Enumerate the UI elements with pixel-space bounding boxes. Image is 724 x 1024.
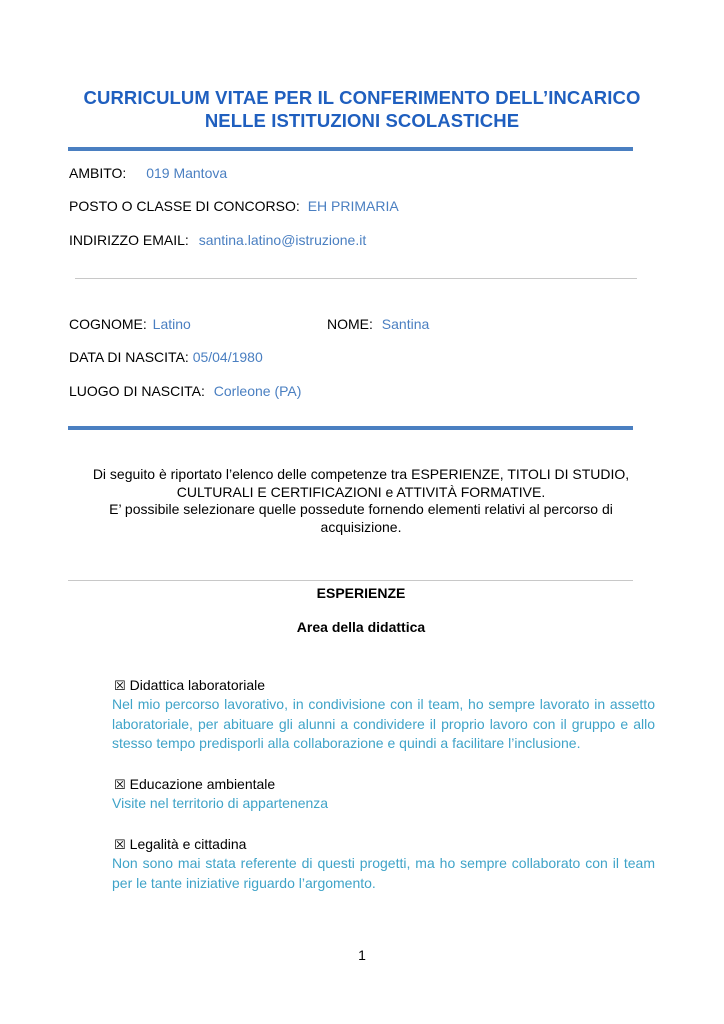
divider-thin-1	[75, 278, 637, 279]
checkbox-item-didattica[interactable]	[114, 677, 265, 695]
luogo-nascita-value: Corleone (PA)	[213, 383, 302, 399]
posto-label: POSTO O CLASSE DI CONCORSO:	[69, 198, 300, 214]
page-number: 1	[358, 947, 366, 963]
item-description-educazione: Visite nel territorio di appartenenza	[112, 795, 329, 811]
intro-line-1: Di seguito è riportato l’elenco delle competenze tra ESPERIENZE, TITOLI DI STUDIO,	[92, 466, 630, 482]
ambito-row	[69, 165, 227, 182]
checkbox-item-legalita[interactable]	[114, 836, 246, 854]
checked-box-icon[interactable]: ☒	[114, 778, 126, 793]
document-title	[40, 86, 684, 132]
checkbox-label: Legalità e cittadina	[129, 836, 247, 852]
header-divider	[68, 147, 633, 151]
nome-value: Santina	[381, 316, 430, 332]
checkbox-label: Educazione ambientale	[129, 776, 276, 792]
section-title: ESPERIENZE	[316, 585, 406, 601]
nome-row	[327, 316, 429, 333]
personal-info-divider	[68, 426, 633, 430]
intro-line-2: CULTURALI E CERTIFICAZIONI e ATTIVITÀ FORMATIVE.	[176, 483, 546, 500]
posto-value: EH PRIMARIA	[307, 198, 399, 214]
email-label: INDIRIZZO EMAIL:	[69, 232, 189, 248]
checked-box-icon[interactable]: ☒	[114, 838, 126, 853]
ambito-value: 019 Mantova	[146, 165, 228, 181]
item-description-didattica: Nel mio percorso lavorativo, in condivisione con il team, ho sempre lavorato in assetto laboratoriale, per abituare gli alunni a condividere il proprio lavoro con il gruppo e allo stesso tempo predisporli alla collaborazione e quindi a facilitare l’inclusione.	[112, 696, 655, 751]
nome-label: NOME:	[327, 316, 373, 332]
item-description-legalita: Non sono mai stata referente di questi progetti, ma ho sempre collaborato con il team per le tante iniziative riguardo l’argomento.	[112, 855, 655, 891]
cognome-label: COGNOME:	[69, 316, 147, 332]
title-line-2: NELLE ISTITUZIONI SCOLASTICHE	[204, 110, 520, 131]
checkbox-item-educazione[interactable]	[114, 776, 275, 794]
intro-line-4: acquisizione.	[320, 518, 402, 535]
email-value[interactable]: santina.latino@istruzione.it	[198, 232, 367, 248]
checkbox-label: Didattica laboratoriale	[129, 677, 266, 693]
luogo-nascita-label: LUOGO DI NASCITA:	[69, 383, 205, 399]
cognome-row	[69, 316, 191, 333]
ambito-label: AMBITO:	[69, 165, 127, 181]
title-line-1: CURRICULUM VITAE PER IL CONFERIMENTO DELL’INCARICO	[83, 87, 641, 108]
email-row	[69, 232, 366, 249]
luogo-nascita-row	[69, 383, 301, 400]
checked-box-icon[interactable]: ☒	[114, 679, 126, 694]
data-nascita-row	[69, 349, 263, 366]
data-nascita-value: 05/04/1980	[192, 349, 263, 365]
intro-line-3: E’ possibile selezionare quelle possedute fornendo elementi relativi al percorso di	[109, 501, 613, 517]
cognome-value: Latino	[152, 316, 191, 332]
data-nascita-label: DATA DI NASCITA:	[69, 349, 189, 365]
posto-row	[69, 198, 399, 215]
area-title: Area della didattica	[296, 619, 426, 635]
intro-text	[70, 466, 652, 536]
divider-thin-2	[68, 580, 633, 581]
